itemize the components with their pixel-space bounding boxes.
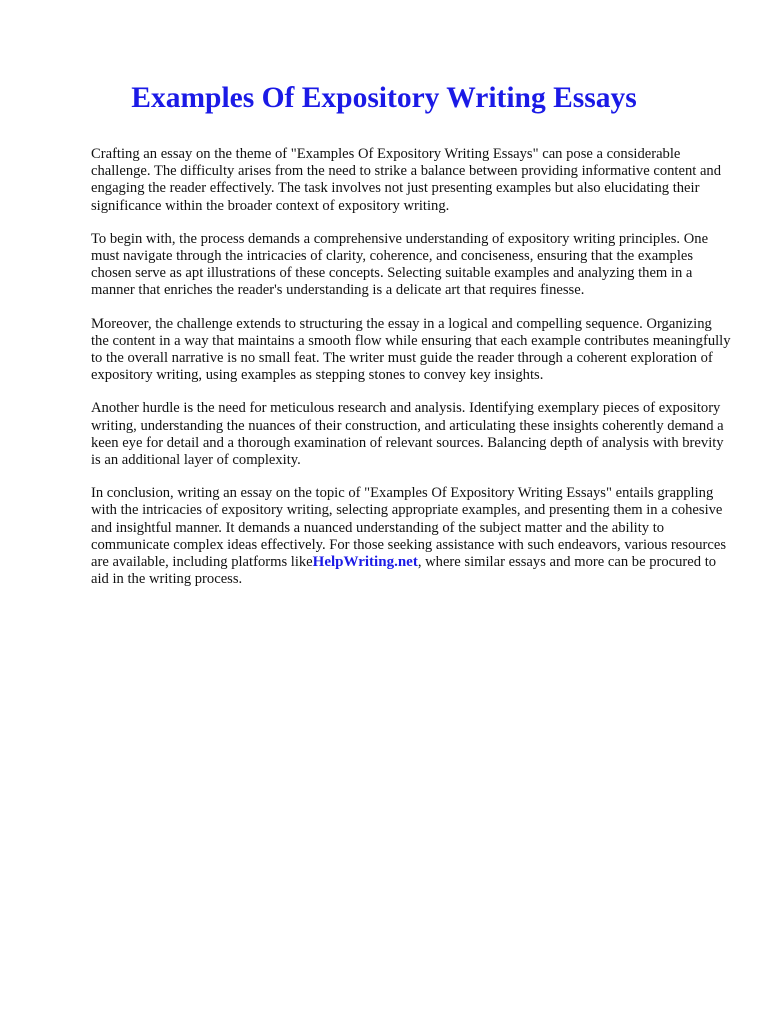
helpwriting-link[interactable]: HelpWriting.net (312, 554, 418, 571)
paragraph-conclusion (91, 485, 731, 588)
paragraph-intro: Crafting an essay on the theme of "Examples Of Expository Writing Essays" can pose a considerable challenge. The difficulty arises from the need to strike a balance between providing informative content and engaging the reader effectively. The task involves not just presenting examples but also elucidating their significance within the broader context of expository writing. (91, 146, 722, 214)
conclusion-text-before-link: In conclusion, writing an essay on the topic of "Examples Of Expository Writing Essays" entails grappling with the intricacies of expository writing, selecting appropriate examples, and presenting them in a cohesive and insightful manner. It demands a nuanced understanding of the subject matter and the ability to communicate complex ideas effectively. For those seeking assistance with such endeavors, various resources are available, including platforms like (91, 485, 727, 571)
paragraph-structure: Moreover, the challenge extends to structuring the essay in a logical and compelling sequence. Organizing the content in a way that maintains a smooth flow while ensuring that each example contributes meaningfully to the overall narrative is no small feat. The writer must guide the reader through a coherent exploration of expository writing, using examples as stepping stones to convey key insights. (91, 315, 731, 384)
conclusion-text-after-link: , where similar essays and more can be procured to aid in the writing process. (91, 554, 717, 588)
paragraph-principles: To begin with, the process demands a comprehensive understanding of expository writing principles. One must navigate through the intricacies of clarity, coherence, and conciseness, ensuring that the examples chosen serve as apt illustrations of these concepts. Selecting suitable examples and analyzing them in a manner that enriches the reader's understanding is a delicate art that requires finesse. (91, 230, 709, 299)
paragraph-research: Another hurdle is the need for meticulous research and analysis. Identifying exemplary pieces of expository writing, understanding the nuances of their construction, and articulating these insights coherently demand a keen eye for detail and a thorough examination of relevant sources. Balancing depth of analysis with brevity is an additional layer of complexity. (91, 400, 724, 469)
document-title: Examples Of Expository Writing Essays (131, 82, 637, 114)
document-body (91, 146, 731, 604)
